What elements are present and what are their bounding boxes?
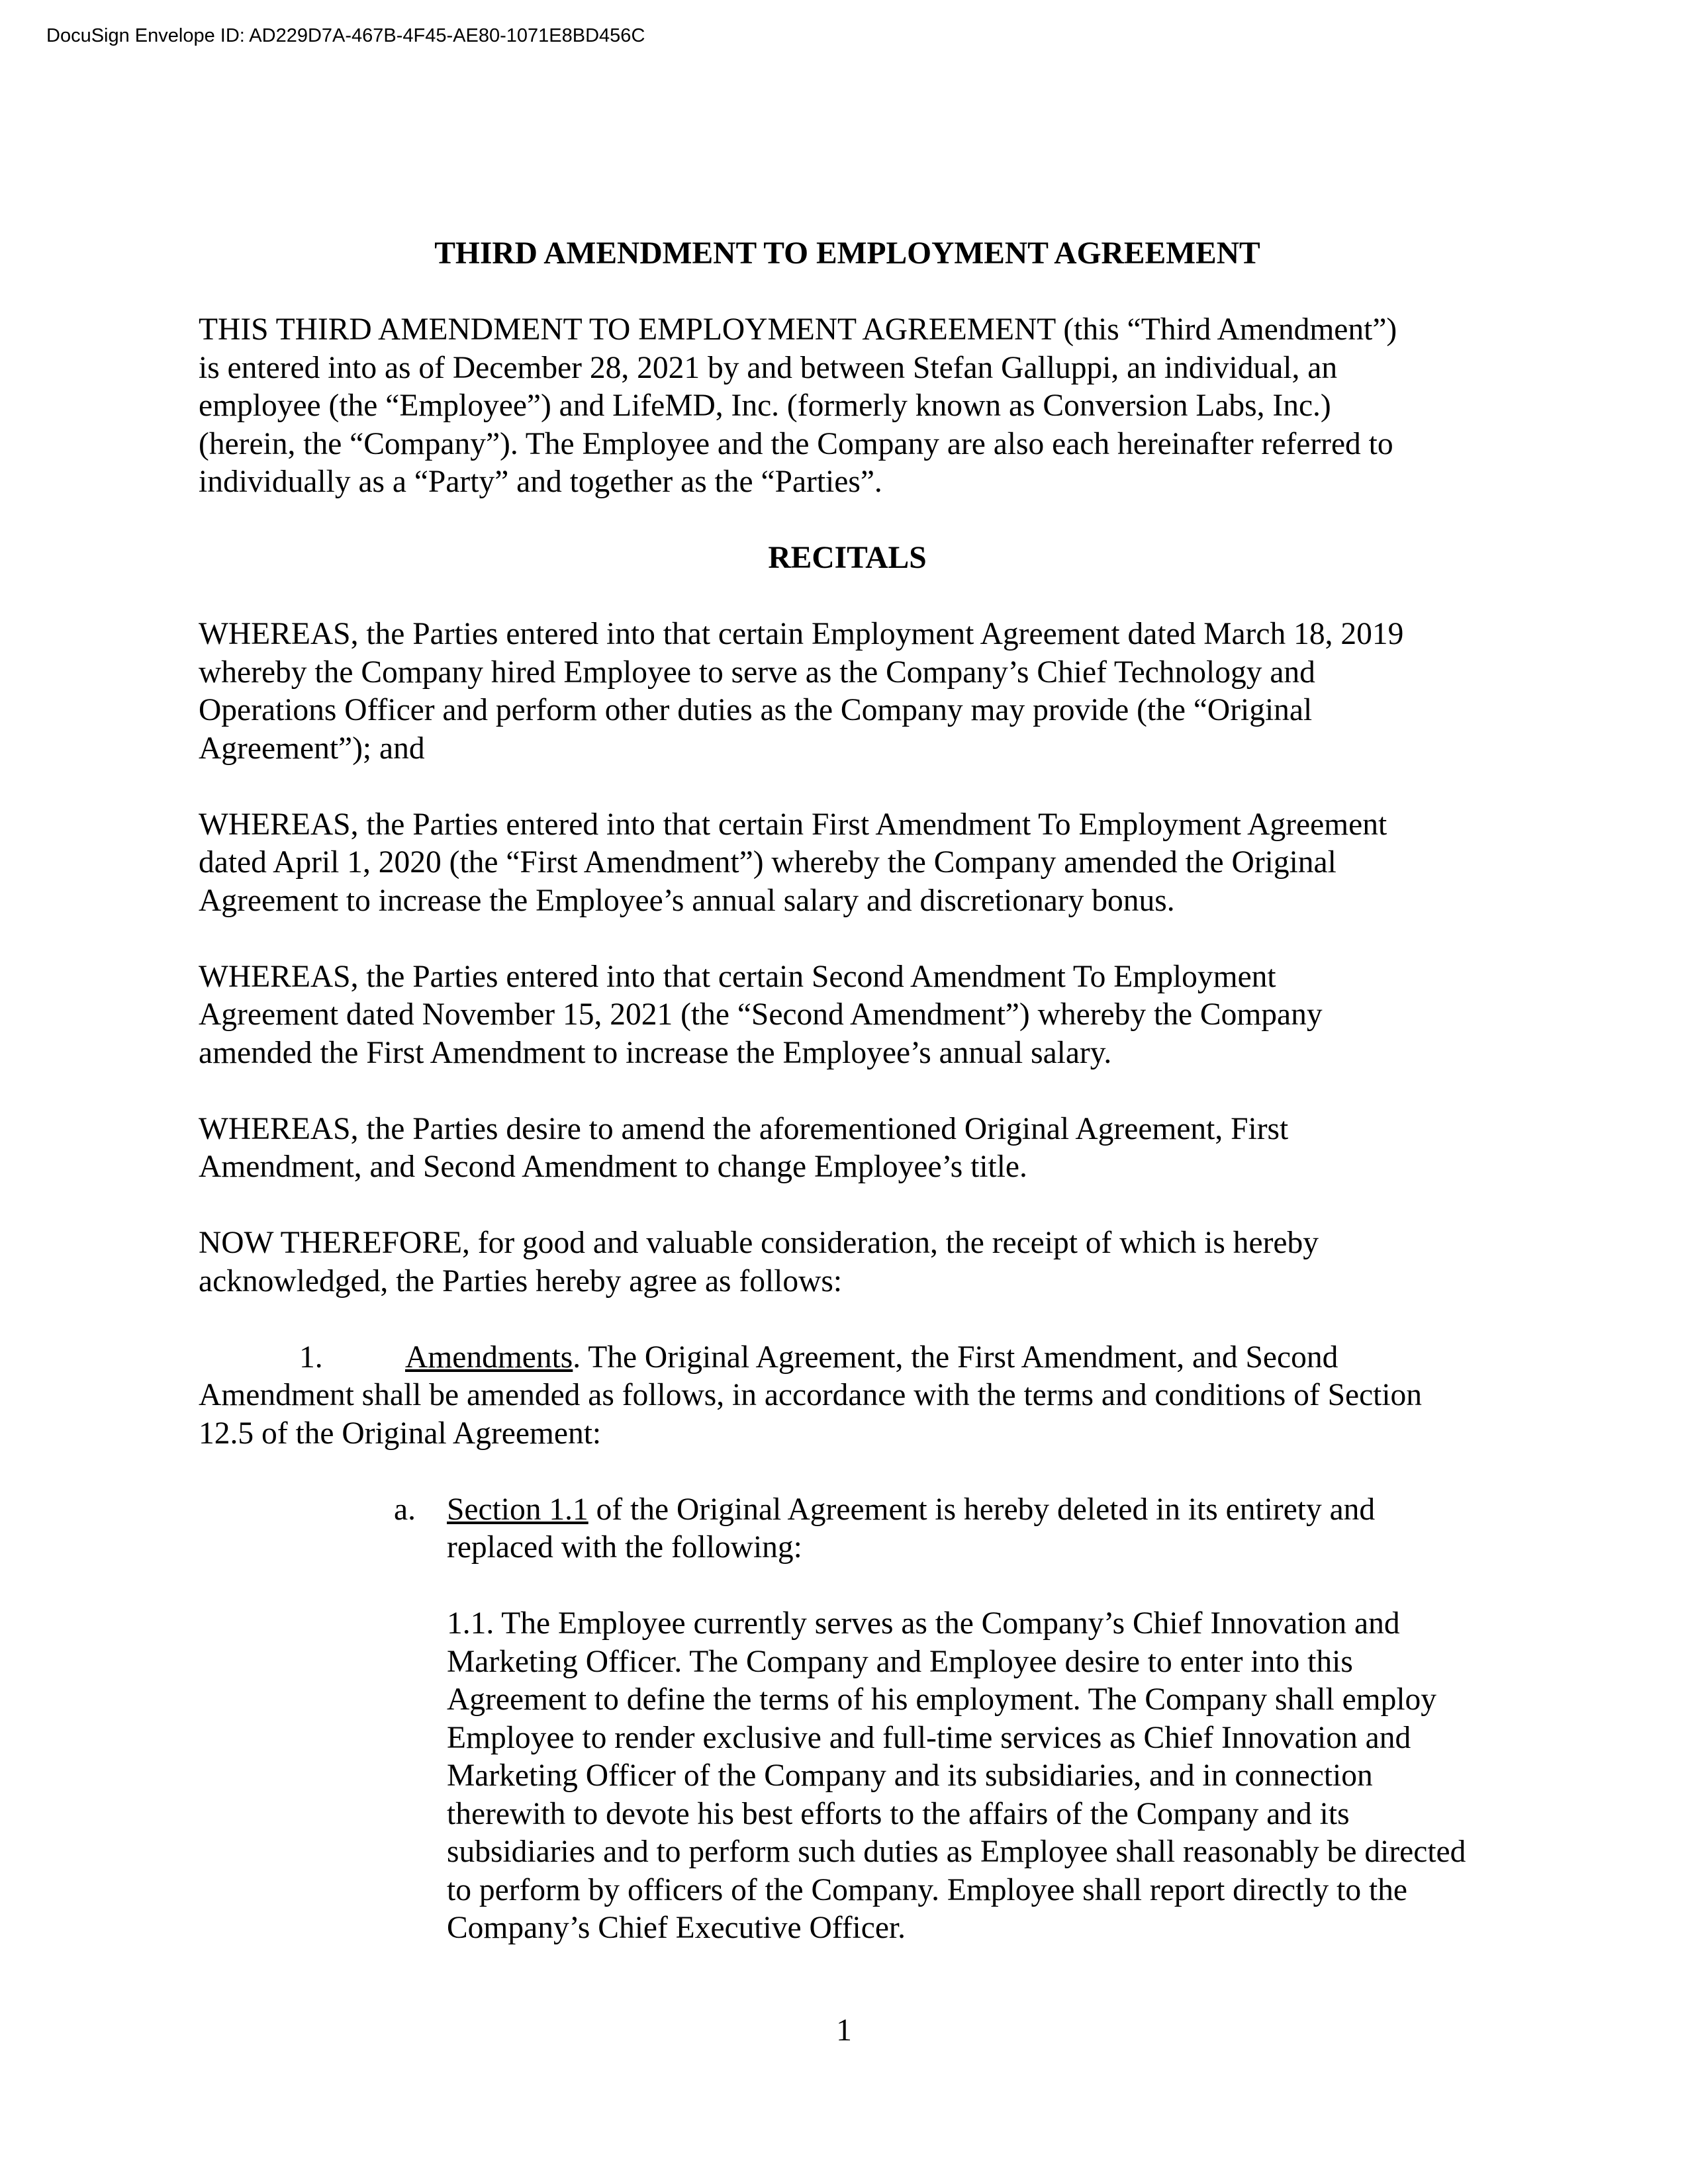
whereas-paragraph-1: [199, 615, 1496, 768]
paragraph-line: 12.5 of the Original Agreement:: [199, 1416, 602, 1451]
paragraph-line: to perform by officers of the Company. Employee shall report directly to the: [447, 1872, 1407, 1907]
recitals-heading: RECITALS: [768, 541, 927, 575]
paragraph-line: dated April 1, 2020 (the “First Amendment”) whereby the Company amended the Original: [199, 845, 1336, 880]
paragraph-line: Amendment, and Second Amendment to change Employee’s title.: [199, 1150, 1027, 1184]
paragraph-line: acknowledged, the Parties hereby agree as follows:: [199, 1263, 843, 1298]
paragraph-line: subsidiaries and to perform such duties as Employee shall reasonably be directed: [447, 1835, 1466, 1869]
intro-line: THIS THIRD AMENDMENT TO EMPLOYMENT AGREEMENT (this “Third Amendment”): [199, 312, 1397, 347]
item-a-continued: [447, 1529, 1496, 1567]
paragraph-line: replaced with the following:: [447, 1530, 802, 1565]
item-a: [394, 1491, 1496, 1529]
paragraph-line: 1.1. The Employee currently serves as the Company’s Chief Innovation and: [447, 1606, 1400, 1641]
paragraph-line: NOW THEREFORE, for good and valuable consideration, the receipt of which is hereby: [199, 1226, 1319, 1260]
paragraph-line: WHEREAS, the Parties entered into that certain Employment Agreement dated March 18, 2019: [199, 617, 1404, 651]
intro-line: (herein, the “Company”). The Employee and the Company are also each hereinafter referred to: [199, 426, 1393, 461]
clause-1-1: [447, 1605, 1496, 1948]
section-1-first-line: [199, 1339, 1496, 1377]
section-text: . The Original Agreement, the First Amendment, and Second: [573, 1340, 1338, 1375]
paragraph-line: Agreement to increase the Employee’s annual salary and discretionary bonus.: [199, 883, 1175, 918]
item-text: of the Original Agreement is hereby deleted in its entirety and: [588, 1492, 1376, 1527]
paragraph-line: Agreement”); and: [199, 731, 425, 766]
section-reference: Section 1.1: [447, 1492, 588, 1527]
paragraph-line: Company’s Chief Executive Officer.: [447, 1911, 906, 1945]
item-a-first-line: [394, 1491, 1496, 1529]
paragraph-line: WHEREAS, the Parties entered into that certain Second Amendment To Employment: [199, 959, 1276, 994]
paragraph-line: Marketing Officer. The Company and Employee desire to enter into this: [447, 1644, 1353, 1679]
item-letter: a.: [394, 1492, 416, 1527]
paragraph-line: therewith to devote his best efforts to the affairs of the Company and its: [447, 1796, 1350, 1831]
paragraph-line: Operations Officer and perform other duties as the Company may provide (the “Original: [199, 693, 1313, 727]
section-1-amendments: [199, 1339, 1496, 1453]
whereas-paragraph-3: [199, 958, 1496, 1073]
intro-line: employee (the “Employee”) and LifeMD, Inc. (formerly known as Conversion Labs, Inc.): [199, 388, 1331, 423]
page-number: 1: [836, 2013, 852, 2048]
whereas-paragraph-4: [199, 1111, 1496, 1187]
paragraph-line: Agreement to define the terms of his employment. The Company shall employ: [447, 1682, 1437, 1717]
document-body: [199, 235, 1496, 1948]
section-number: 1.: [299, 1340, 323, 1375]
paragraph-line: amended the First Amendment to increase the Employee’s annual salary.: [199, 1035, 1112, 1070]
intro-line: is entered into as of December 28, 2021 by and between Stefan Galluppi, an individual, an: [199, 350, 1338, 385]
paragraph-line: WHEREAS, the Parties entered into that certain First Amendment To Employment Agreement: [199, 807, 1387, 842]
paragraph-line: WHEREAS, the Parties desire to amend the aforementioned Original Agreement, First: [199, 1111, 1289, 1146]
intro-line: individually as a “Party” and together as the “Parties”.: [199, 465, 882, 499]
docusign-envelope-id: DocuSign Envelope ID: AD229D7A-467B-4F45-AE80-1071E8BD456C: [46, 25, 645, 46]
paragraph-line: Amendment shall be amended as follows, in accordance with the terms and conditions of Section: [199, 1378, 1423, 1412]
paragraph-line: Agreement dated November 15, 2021 (the “Second Amendment”) whereby the Company: [199, 997, 1323, 1032]
intro-paragraph: [199, 311, 1496, 502]
paragraph-line: Marketing Officer of the Company and its subsidiaries, and in connection: [447, 1758, 1373, 1793]
section-heading: Amendments: [405, 1340, 573, 1375]
paragraph-line: Employee to render exclusive and full-time services as Chief Innovation and: [447, 1720, 1411, 1755]
whereas-paragraph-2: [199, 806, 1496, 921]
paragraph-line: whereby the Company hired Employee to serve as the Company’s Chief Technology and: [199, 655, 1315, 690]
now-therefore-paragraph: [199, 1224, 1496, 1300]
document-title: THIRD AMENDMENT TO EMPLOYMENT AGREEMENT: [434, 236, 1260, 271]
